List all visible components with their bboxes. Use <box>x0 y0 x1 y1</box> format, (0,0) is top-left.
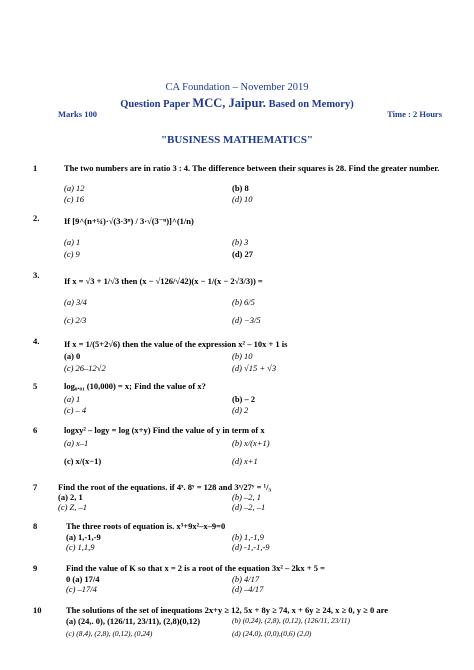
option-c: (c) Z, –1 <box>58 502 88 512</box>
option-d: (d) 10 <box>232 194 253 204</box>
question-text: The two numbers are in ratio 3 : 4. The difference between their squares is 28. Find the greater number. <box>64 163 440 173</box>
option-b: (b) 6/5 <box>232 297 255 307</box>
question-number: 9 <box>33 563 38 573</box>
option-d: (d) 27 <box>232 249 254 259</box>
option-a: (a) x–1 <box>64 438 89 448</box>
question-text: log₀.₀₁ (10,000) = x; Find the value of x? <box>64 381 206 391</box>
option-b: (b) 8 <box>232 183 249 193</box>
option-d: (d) (24,0), (0,0),(0,6) (2,0) <box>232 629 312 638</box>
option-c: (c) (8,4), (2,8), (0,12), (0,24) <box>66 629 153 638</box>
question-number: 1 <box>33 163 38 173</box>
option-c: (c) 2/3 <box>64 315 87 325</box>
option-c: (c) 26–12√2 <box>64 363 106 373</box>
option-a: (a) 1 <box>64 394 81 404</box>
question-text: Find the value of K so that x = 2 is a root of the equation 3x² – 2kx + 5 = <box>66 563 325 573</box>
option-b: (b) x/(x+1) <box>232 438 270 448</box>
option-a: (a) 1 <box>64 237 81 247</box>
option-a: (a) 3/4 <box>64 297 87 307</box>
question-number: 5 <box>33 381 38 391</box>
question-number: 3. <box>33 270 40 280</box>
option-d: (d) 2 <box>232 405 249 415</box>
question-number: 2. <box>33 213 40 223</box>
option-b: (b) 3 <box>232 237 249 247</box>
option-a: (a) (24,. 0), (126/11, 23/11), (2,8)(0,12) <box>66 616 201 626</box>
question-text: The three roots of equation is. x³+9x²–x–9=0 <box>66 521 226 531</box>
header-line2-post: Based on Memory) <box>265 99 354 110</box>
option-d: (d) –2, –1 <box>232 502 266 512</box>
option-c: (c) x/(x−1) <box>64 456 102 466</box>
option-b: (b) 4/17 <box>232 574 260 584</box>
option-c: (c) 16 <box>64 194 85 204</box>
option-a: (a) 0 <box>64 351 81 361</box>
option-d: (d) x+1 <box>232 456 258 466</box>
question-text: logxy² – logy = log (x+y) Find the value of y in term of x <box>64 425 265 435</box>
header-line2-big: MCC, Jaipur. <box>192 96 266 110</box>
option-d: (d) −3/5 <box>232 315 261 325</box>
question-number: 8 <box>33 521 38 531</box>
option-b: (b) (0,24), (2,8), (0,12), (126/11, 23/11) <box>232 616 351 625</box>
option-d: (d) √15 + √3 <box>232 363 277 373</box>
option-a: (a) 12 <box>64 183 85 193</box>
question-text: If [9^(n+¼)·√(3·3ⁿ) / 3·√(3⁻ⁿ)]^(1/n) <box>64 216 194 226</box>
option-d: (d) –4/17 <box>232 584 264 594</box>
option-a: (a) 1,-1,-9 <box>66 532 101 542</box>
question-number: 10 <box>33 605 42 615</box>
option-d: (d) -1,-1,-9 <box>232 542 270 552</box>
header-line1: CA Foundation – November 2019 <box>165 82 309 93</box>
option-a: 0 (a) 17/4 <box>66 574 100 584</box>
question-number: 7 <box>33 482 38 492</box>
option-c: (c) 1,1,9 <box>66 542 95 552</box>
marks-label: Marks 100 <box>58 109 97 119</box>
option-a: (a) 2, 1 <box>58 492 83 502</box>
question-text: The solutions of the set of inequations 2x+y ≥ 12, 5x + 8y ≥ 74, x + 6y ≥ 24, x ≥ 0, y ≥ 0 are <box>66 605 388 615</box>
subject-title: "BUSINESS MATHEMATICS" <box>160 134 314 146</box>
question-text: If x = √3 + 1/√3 then (x − √126/√42)(x − 1/(x − 2√3/3)) = <box>64 276 263 286</box>
time-label: Time : 2 Hours <box>387 109 442 119</box>
option-b: (b) 10 <box>232 351 253 361</box>
header-line2-pre: Question Paper <box>120 99 193 110</box>
option-b: (b) 1,-1,9 <box>232 532 264 542</box>
option-b: (b) –2, 1 <box>232 492 262 502</box>
question-number: 6 <box>33 425 38 435</box>
question-number: 4. <box>33 336 40 346</box>
option-c: (c) 9 <box>64 249 80 259</box>
question-text: If x = 1/(5+2√6) then the value of the expression x² – 10x + 1 is <box>64 339 288 349</box>
option-c: (c) – 4 <box>64 405 87 415</box>
option-b: (b) – 2 <box>232 394 256 404</box>
option-c: (c) –17/4 <box>66 584 97 594</box>
question-text: Find the root of the equations. if 4ˣ. 8ʸ = 128 and 3ˣ/27ʸ = ¹/₃ <box>58 482 272 492</box>
